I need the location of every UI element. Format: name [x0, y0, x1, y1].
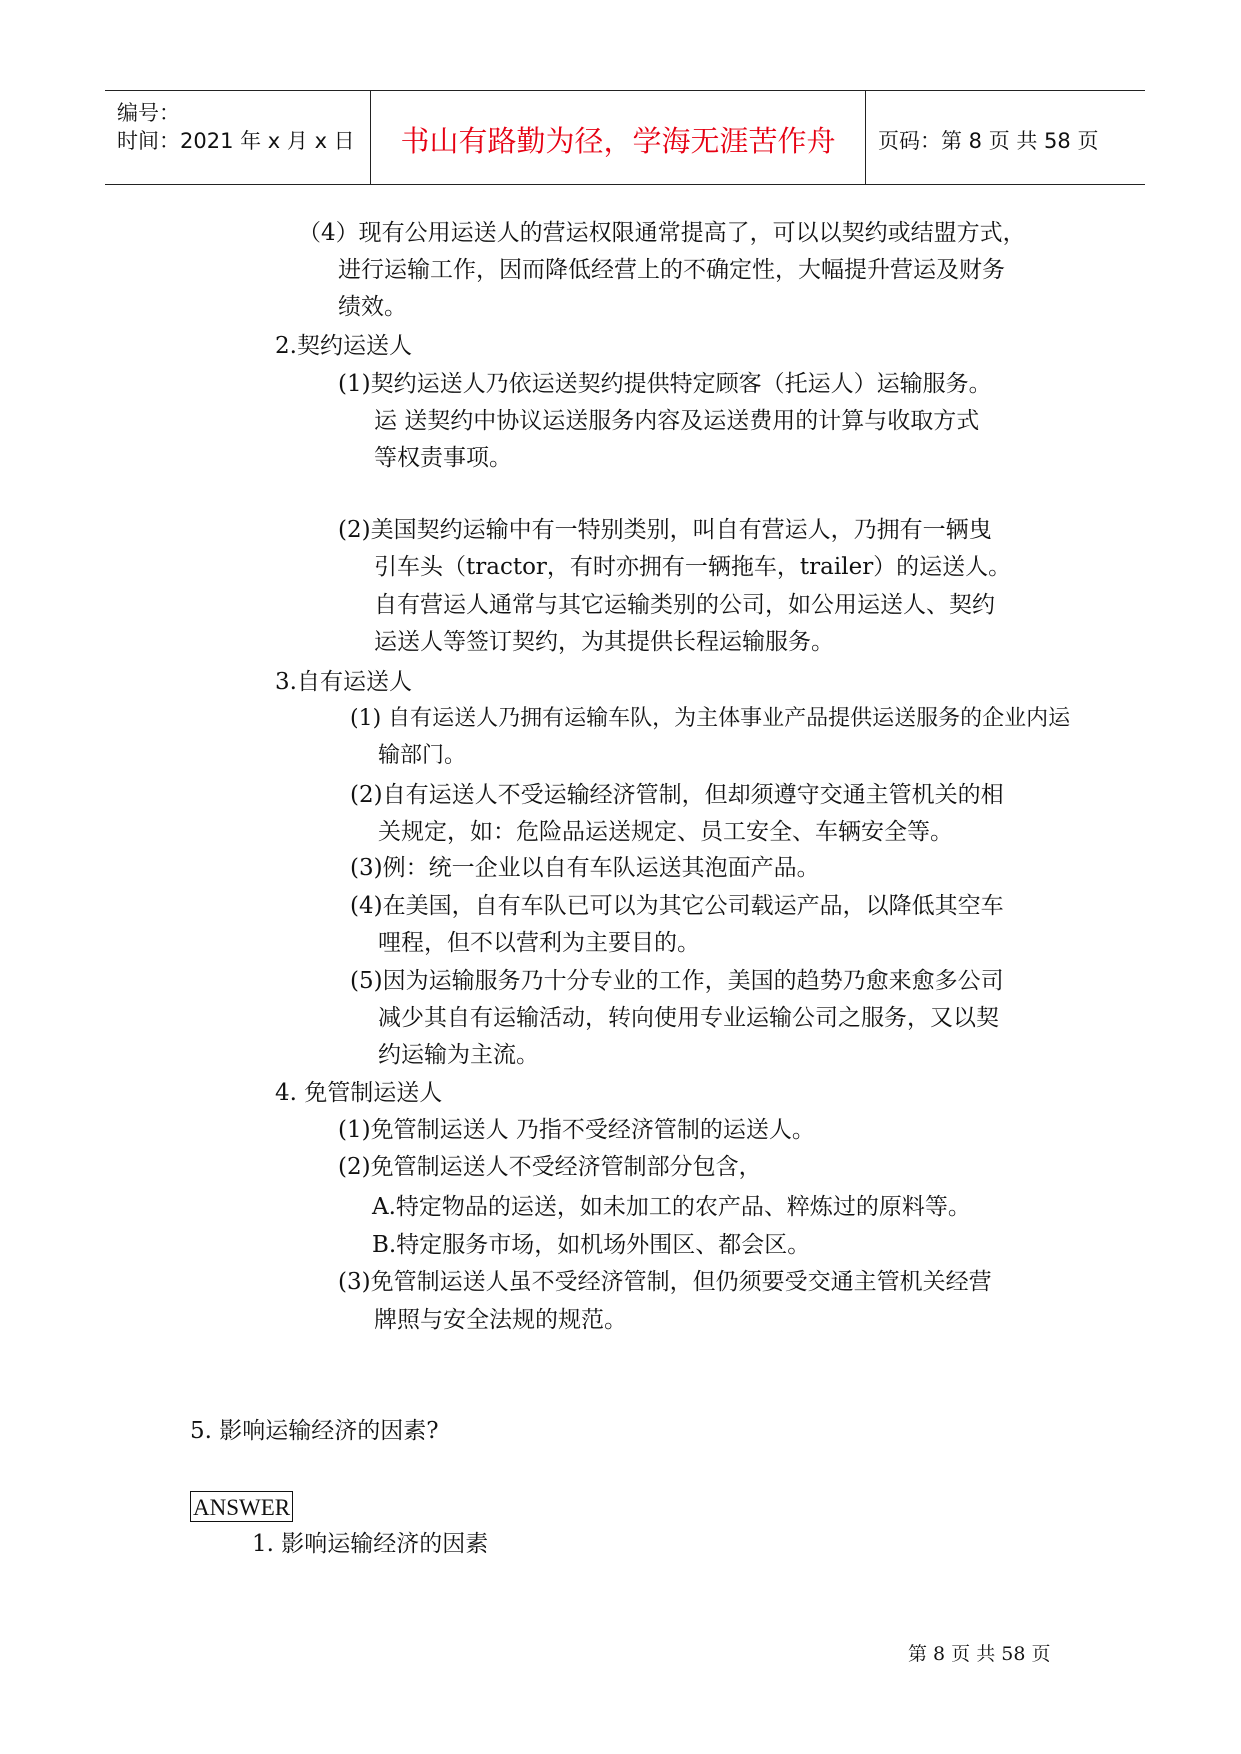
- paragraph-line: 输部门。: [378, 743, 467, 768]
- paragraph-line: (5)因为运输服务乃十分专业的工作，美国的趋势乃愈来愈多公司: [350, 968, 1004, 994]
- paragraph-line: 自有营运人通常与其它运输类别的公司，如公用运送人、契约: [374, 592, 995, 618]
- header-motto-cell: [371, 91, 866, 184]
- page-number-label: 页码：第 8 页 共 58 页: [878, 129, 1099, 153]
- question-line: 5. 影响运输经济的因素?: [190, 1418, 439, 1444]
- paragraph-line: (3)例：统一企业以自有车队运送其泡面产品。: [350, 855, 820, 881]
- paragraph-line: 运 送契约中协议运送服务内容及运送费用的计算与收取方式: [374, 408, 980, 434]
- paragraph-line: (1) 自有运送人乃拥有运输车队，为主体事业产品提供运送服务的企业内运: [350, 706, 1071, 731]
- answer-line: 1. 影响运输经济的因素: [252, 1531, 489, 1557]
- paragraph-line: （4）现有公用运送人的营运权限通常提高了，可以以契约或结盟方式，: [298, 220, 1026, 246]
- paragraph-line: (2)自有运送人不受运输经济管制，但却须遵守交通主管机关的相: [350, 782, 1004, 808]
- section-heading: 2.契约运送人: [275, 333, 412, 359]
- paragraph-line: 哩程，但不以营利为主要目的。: [378, 930, 700, 956]
- paragraph-line: 绩效。: [338, 294, 407, 320]
- paragraph-line: (1)免管制运送人 乃指不受经济管制的运送人。: [338, 1117, 815, 1143]
- paragraph-line: (2)美国契约运输中有一特别类别，叫自有营运人，乃拥有一辆曳: [338, 517, 992, 543]
- paragraph-line: (1)契约运送人乃依运送契约提供特定顾客（托运人）运输服务。: [338, 371, 992, 397]
- paragraph-line: 约运输为主流。: [378, 1042, 539, 1068]
- header-page-cell: [866, 91, 1145, 184]
- page-header: [105, 90, 1145, 185]
- header-info-cell: [105, 91, 371, 184]
- paragraph-line: (4)在美国，自有车队已可以为其它公司载运产品，以降低其空车: [350, 893, 1004, 919]
- paragraph-line: (3)免管制运送人虽不受经济管制，但仍须要受交通主管机关经营: [338, 1269, 992, 1295]
- paragraph-line: 等权责事项。: [374, 445, 512, 471]
- paragraph-line: 进行运输工作，因而降低经营上的不确定性，大幅提升营运及财务: [338, 257, 1005, 283]
- paragraph-line: 牌照与安全法规的规范。: [374, 1307, 627, 1333]
- section-heading: 4. 免管制运送人: [275, 1080, 443, 1106]
- serial-number-label: 编号：: [117, 101, 180, 125]
- paragraph-line: 关规定，如：危险品运送规定、员工安全、车辆安全等。: [378, 819, 953, 845]
- paragraph-line: 引车头（tractor，有时亦拥有一辆拖车，trailer）的运送人。: [374, 554, 1012, 580]
- page-footer: 第 8 页 共 58 页: [908, 1643, 1051, 1665]
- time-label: 时间：2021 年 x 月 x 日: [117, 129, 355, 153]
- section-heading: 3.自有运送人: [275, 669, 412, 695]
- paragraph-line: 运送人等签订契约，为其提供长程运输服务。: [374, 629, 834, 655]
- paragraph-line: B.特定服务市场，如机场外围区、都会区。: [372, 1232, 811, 1258]
- paragraph-line: (2)免管制运送人不受经济管制部分包含，: [338, 1154, 762, 1180]
- motto: 书山有路勤为径，学海无涯苦作舟: [400, 124, 836, 158]
- answer-label: ANSWER: [190, 1491, 293, 1522]
- paragraph-line: 减少其自有运输活动，转向使用专业运输公司之服务，又以契: [378, 1005, 999, 1031]
- paragraph-line: A.特定物品的运送，如未加工的农产品、粹炼过的原料等。: [372, 1194, 971, 1220]
